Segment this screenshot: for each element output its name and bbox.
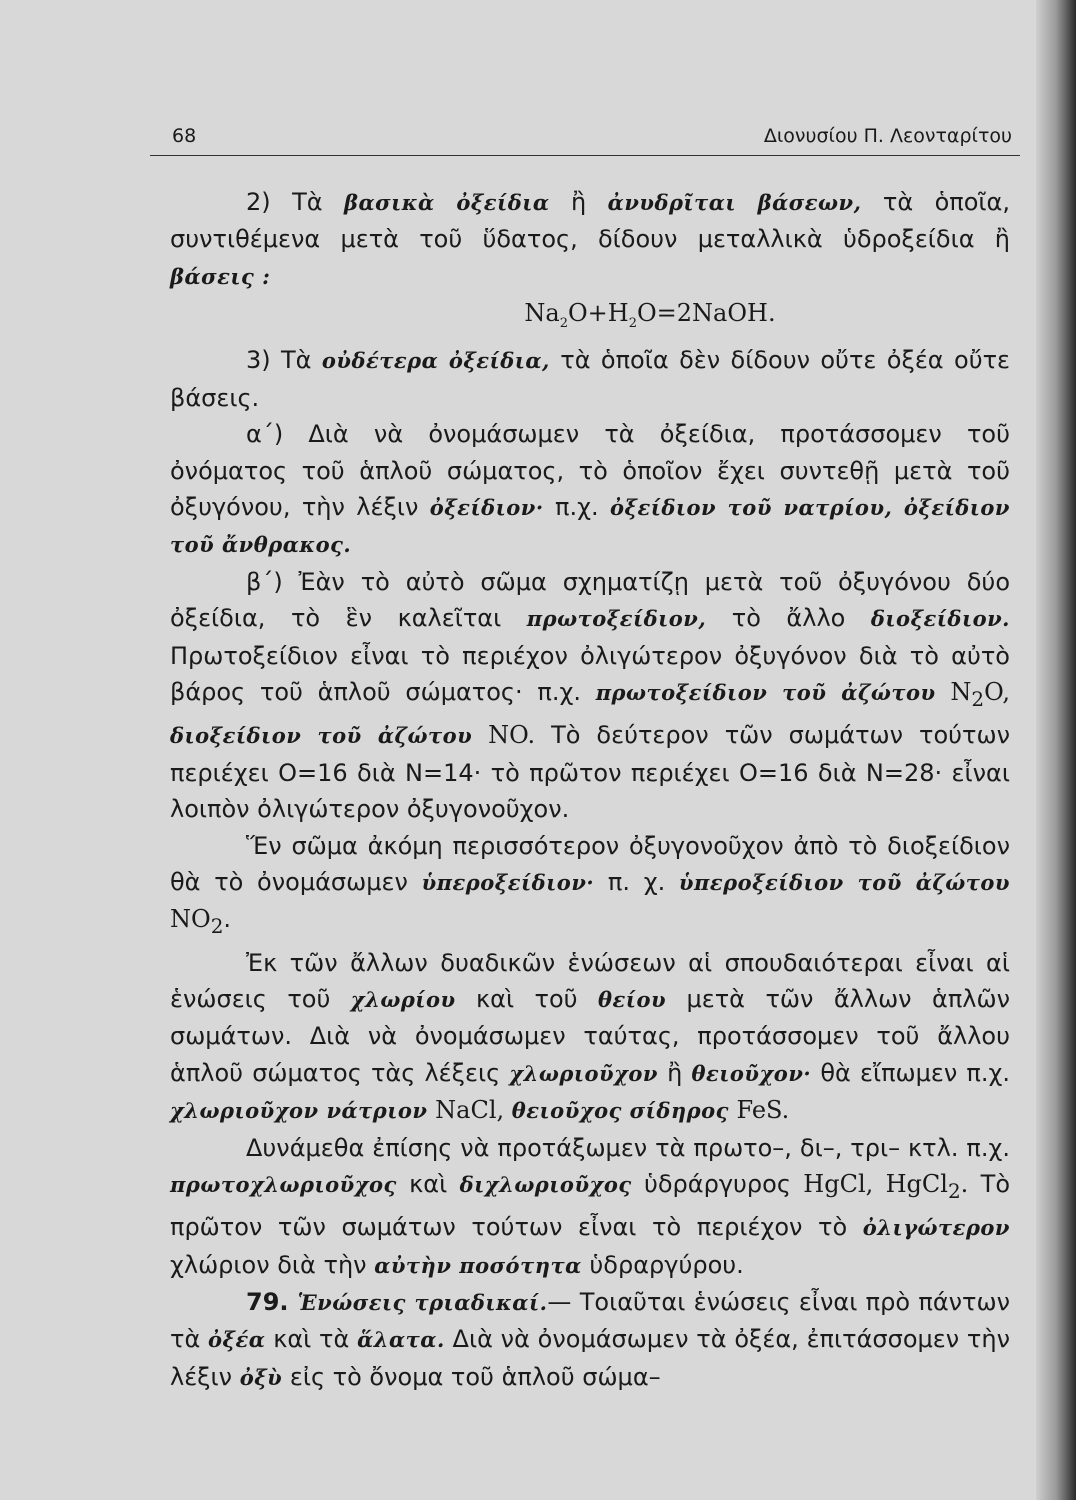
paragraph-binary-compounds: Ἐκ τῶν ἄλλων δυαδικῶν ἑνώσεων αἱ σπουδαιότεραι εἶναι αἱ ἑνώσεις τοῦ χλωρίου καὶ τοῦ θείου μετὰ τῶν ἄλλων ἁπλῶν σωμάτων. Διὰ νὰ ὀνομάσωμεν ταύτας, προτάσσομεν τοῦ ἄλλου ἁπλοῦ σώματος τὰς λέξεις χλωριοῦχον ἢ θειοῦχον· θὰ εἴπωμεν π.χ. χλωριοῦχον νάτριον NaCl, θειοῦχος σίδηρος FeS. [170, 948, 1011, 1125]
paragraph-ternary-compounds: 79. Ἑνώσεις τριαδικαί.— Τοιαῦται ἑνώσεις εἶναι πρὸ πάντων τὰ ὀξέα καὶ τὰ ἅλατα. Διὰ νὰ ὀνομάσωμεν τὰ ὀξέα, ἐπιτάσσομεν τὴν λέξιν ὀξὺ εἰς τὸ ὄνομα τοῦ ἁπλοῦ σώμα– [170, 1287, 1010, 1391]
running-header [150, 125, 1020, 156]
page-number: 68 [172, 125, 197, 147]
running-title: Διονυσίου Π. Λεονταρίτου [763, 125, 1012, 147]
page-edge-shadow [1036, 0, 1076, 1500]
chemical-equation: $Na_2O+H_2O=2NaOH$. [524, 299, 776, 332]
book-page [150, 125, 1020, 1396]
paragraph-prefixes: Δυνάμεθα ἐπίσης νὰ προτάξωμεν τὰ πρωτο–, δι–, τρι– κτλ. π.χ. πρωτοχλωριοῦχος καὶ διχλωριοῦχος ὑδράργυρος HgCl, HgCl$_2$. Τὸ πρῶτον τῶν σωμάτων τούτων εἶναι τὸ περιέχον τὸ ὀλιγώτερον χλώριον διὰ τὴν αὐτὴν ποσότητα ὑδραργύρου. [170, 1133, 1011, 1279]
paragraph-neutral-oxides: 3) Τὰ οὐδέτερα ὀξείδια, τὰ ὁποῖα δὲν δίδουν οὔτε ὀξέα οὔτε βάσεις. [170, 346, 1011, 412]
paragraph-basic-oxides: 2) Τὰ βασικὰ ὀξείδια ἢ ἀνυδρῖται βάσεων, τὰ ὁποῖα, συντιθέμενα μετὰ τοῦ ὕδατος, δίδουν μεταλλικὰ ὑδροξείδια ἢ βάσεις : [170, 188, 1010, 289]
paragraph-naming-oxides: α΄) Διὰ νὰ ὀνομάσωμεν τὰ ὀξείδια, προτάσσομεν τοῦ ὀνόματος τοῦ ἁπλοῦ σώματος, τὸ ὁποῖον ἔχει συντεθῇ μετὰ τοῦ ὀξυγόνου, τὴν λέξιν ὀξείδιον· π.χ. ὀξείδιον τοῦ νατρίου, ὀξείδιον τοῦ ἄνθρακος. [170, 420, 1010, 558]
page-body [150, 156, 1010, 1396]
paragraph-peroxide: Ἕν σῶμα ἀκόμη περισσότερον ὀξυγονοῦχον ἀπὸ τὸ διοξείδιον θὰ τὸ ὀνομάσωμεν ὑπεροξείδιον· π. χ. ὑπεροξείδιον τοῦ ἀζώτου $NO_2$. [170, 831, 1010, 939]
paragraph-protoxide-dioxide: β΄) Ἐὰν τὸ αὐτὸ σῶμα σχηματίζῃ μετὰ τοῦ ὀξυγόνου δύο ὀξείδια, τὸ ἓν καλεῖται πρωτοξείδιον, τὸ ἄλλο διοξείδιον. Πρωτοξείδιον εἶναι τὸ περιέχον ὀλιγώτερον ὀξυγόνον διὰ τὸ αὐτὸ βάρος τοῦ ἁπλοῦ σώματος· π.χ. πρωτοξείδιον τοῦ ἀζώτου $N_2O$, διοξείδιον τοῦ ἀζώτου NO. Τὸ δεύτερον τῶν σωμάτων τούτων περιέχει O=16 διὰ N=14· τὸ πρῶτον περιέχει O=16 διὰ N=28· εἶναι λοιπὸν ὀλιγώτερον ὀξυγονοῦχον. [170, 567, 1010, 824]
